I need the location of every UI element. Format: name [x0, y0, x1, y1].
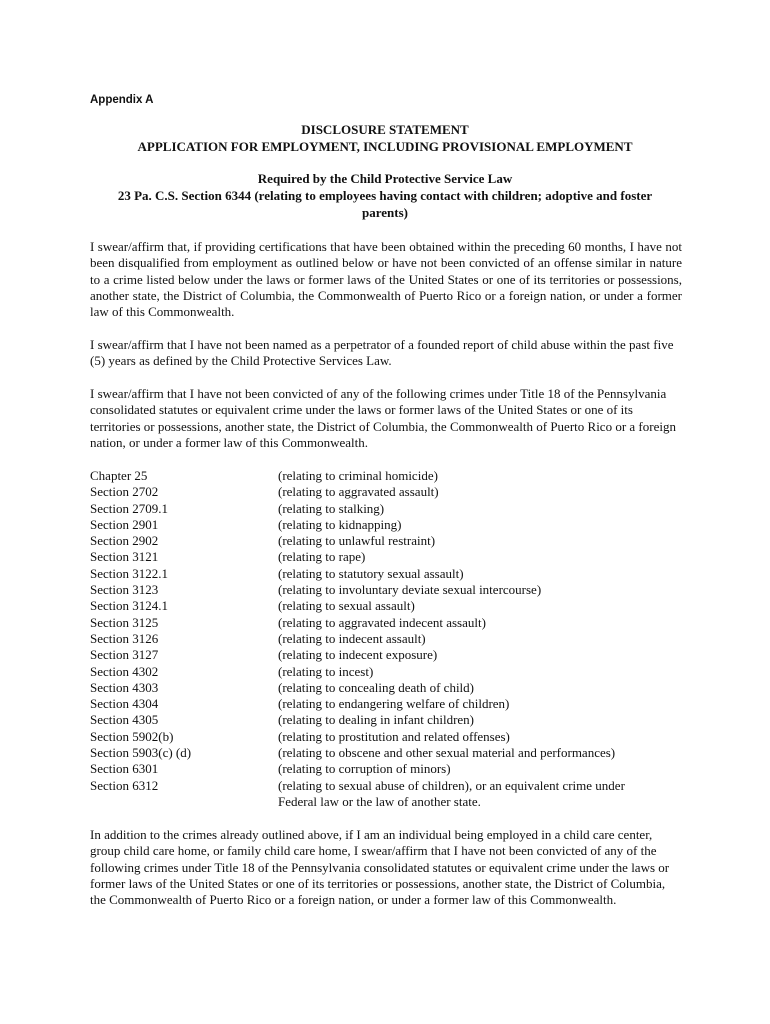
crime-section: Section 5903(c) (d): [90, 745, 192, 761]
crime-section: Section 5902(b): [90, 728, 174, 744]
crime-section: Section 3123: [90, 582, 159, 598]
crime-description: (relating to indecent assault): [278, 630, 426, 646]
crime-row: [90, 794, 690, 810]
crime-row: [90, 680, 690, 696]
crime-description: Federal law or the law of another state.: [278, 793, 481, 809]
crime-description: (relating to indecent exposure): [278, 647, 438, 663]
crime-section: Section 3125: [90, 614, 159, 630]
crime-description: (relating to prostitution and related offenses): [278, 728, 510, 744]
required-line-2: 23 Pa. C.S. Section 6344 (relating to employees having contact with children; adoptive and foster: [117, 188, 653, 203]
crime-row: [90, 696, 690, 712]
crime-section: Section 4304: [90, 696, 159, 712]
crime-list: [90, 468, 690, 810]
crime-description: (relating to stalking): [278, 500, 385, 516]
crime-description: (relating to incest): [278, 663, 374, 679]
crime-row: [90, 468, 690, 484]
crime-section: Section 6301: [90, 761, 159, 777]
crime-section: Section 3126: [90, 630, 159, 646]
appendix-label: Appendix A: [90, 94, 154, 106]
crime-description: (relating to concealing death of child): [278, 679, 475, 695]
crime-description: (relating to dealing in infant children): [278, 712, 475, 728]
crime-section: Section 4305: [90, 712, 159, 728]
crime-row: [90, 484, 690, 500]
crime-section: Section 2702: [90, 484, 159, 500]
crime-section: [90, 794, 278, 810]
crime-row: [90, 598, 690, 614]
crime-description: (relating to statutory sexual assault): [278, 565, 464, 581]
paragraph-certifications: I swear/affirm that, if providing certifications that have been obtained within the preceding 60 months, I have not been disqualified from employment as outlined below or have not been convicted of an offense similar in nature to a crime listed below under the laws or former laws of the United States or one of its territories or possessions, another state, the District of Columbia, the Commonwealth of Puerto Rico or a foreign nation, or under a former law of this Commonwealth.: [90, 239, 682, 320]
crime-row: [90, 517, 690, 533]
crime-description: (relating to kidnapping): [278, 516, 402, 532]
crime-row: [90, 631, 690, 647]
crime-section: Section 4303: [90, 679, 159, 695]
title-line-2: APPLICATION FOR EMPLOYMENT, INCLUDING PROVISIONAL EMPLOYMENT: [137, 139, 633, 154]
crime-description: (relating to aggravated assault): [278, 484, 439, 500]
crime-description: (relating to involuntary deviate sexual intercourse): [278, 582, 542, 598]
crime-section: Section 2902: [90, 533, 159, 549]
crime-row: [90, 582, 690, 598]
crime-description: (relating to sexual assault): [278, 598, 415, 614]
required-by-heading: [90, 170, 680, 221]
crime-section: Section 3121: [90, 549, 159, 565]
crime-row: [90, 647, 690, 663]
crime-description: (relating to obscene and other sexual material and performances): [278, 745, 616, 761]
crime-section: Section 2901: [90, 516, 159, 532]
crime-row: [90, 615, 690, 631]
crime-section: Section 4302: [90, 663, 159, 679]
crime-row: [90, 664, 690, 680]
title-line-1: DISCLOSURE STATEMENT: [301, 122, 469, 137]
crime-row: [90, 778, 690, 794]
crime-section: Chapter 25: [90, 468, 148, 483]
paragraph-title-18-crimes: I swear/affirm that I have not been convicted of any of the following crimes under Title 18 of the Pennsylvania consolidated statutes or equivalent crime under the laws or former laws of the United States or one of its territories or possessions, another state, the District of Columbia, the Commonwealth of Puerto Rico or a foreign nation, or under a former law of this Commonwealth.: [90, 386, 676, 450]
crime-section: Section 3127: [90, 647, 159, 663]
crime-description: (relating to aggravated indecent assault): [278, 614, 486, 630]
crime-section: Section 2709.1: [90, 500, 168, 516]
crime-row: [90, 533, 690, 549]
crime-row: [90, 501, 690, 517]
crime-description: (relating to endangering welfare of children): [278, 696, 510, 712]
crime-row: [90, 549, 690, 565]
crime-description: (relating to criminal homicide): [278, 468, 438, 483]
required-line-1: Required by the Child Protective Service Law: [257, 171, 513, 186]
crime-row: [90, 745, 690, 761]
crime-row: [90, 566, 690, 582]
crime-description: (relating to corruption of minors): [278, 761, 451, 777]
paragraph-child-abuse: I swear/affirm that I have not been named as a perpetrator of a founded report of child abuse within the past five (5) years as defined by the Child Protective Services Law.: [90, 337, 674, 369]
title-heading: [90, 121, 680, 155]
crime-row: [90, 729, 690, 745]
crime-description: (relating to sexual abuse of children), or an equivalent crime under: [278, 777, 625, 793]
crime-row: [90, 761, 690, 777]
crime-description: (relating to rape): [278, 549, 366, 565]
required-line-3: parents): [362, 205, 408, 220]
crime-section: Section 3124.1: [90, 598, 168, 614]
crime-section: Section 6312: [90, 777, 159, 793]
crime-description: (relating to unlawful restraint): [278, 533, 436, 549]
crime-section: Section 3122.1: [90, 565, 168, 581]
paragraph-child-care-crimes: In addition to the crimes already outlined above, if I am an individual being employed in a child care center, group child care home, or family child care home, I swear/affirm that I have not been convicted of any of the following crimes under Title 18 of the Pennsylvania consolidated statutes or equivalent crime under the laws or former laws of the United States or one of its territories or possessions, another state, the District of Columbia, the Commonwealth of Puerto Rico or a foreign nation, or under a former law of this Commonwealth.: [90, 827, 670, 908]
crime-row: [90, 712, 690, 728]
